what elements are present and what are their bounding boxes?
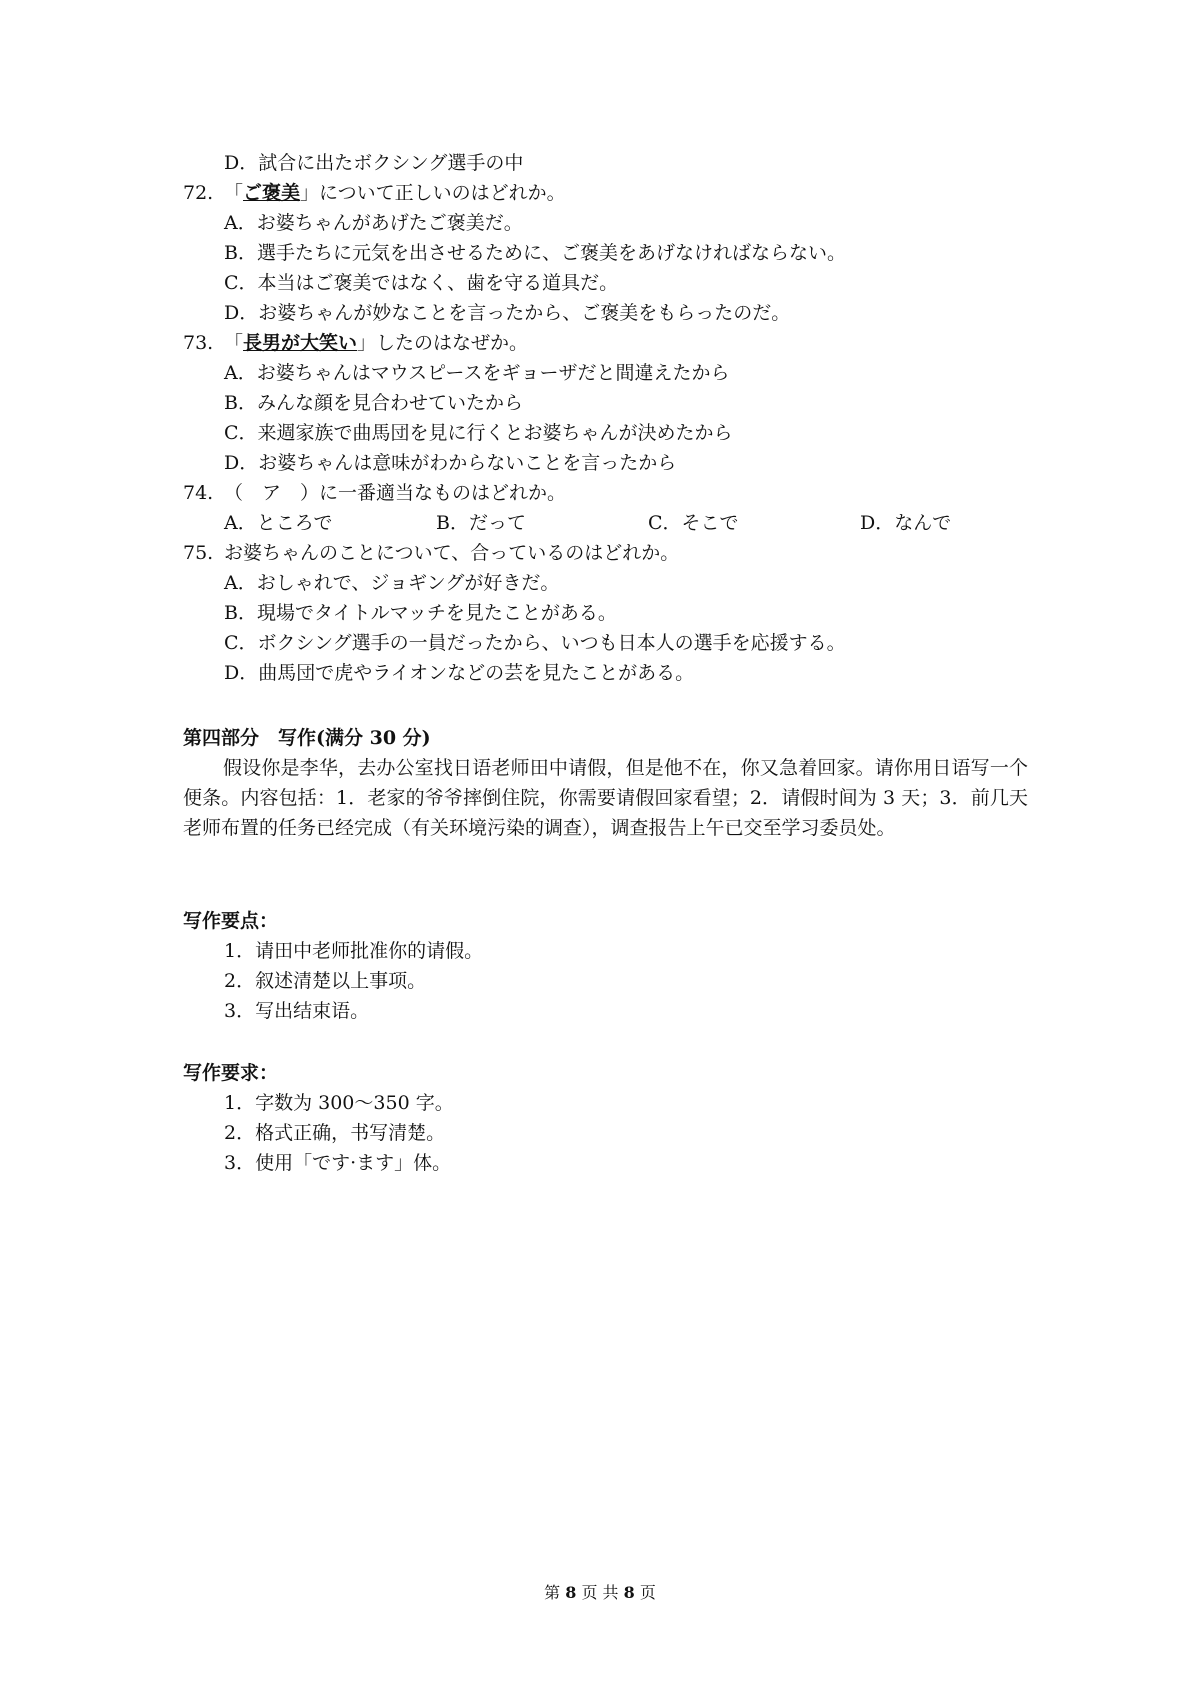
section4-heading: 第四部分 写作(满分 30 分)	[183, 727, 431, 749]
question-text: （ ア ）に一番適当なものはどれか。	[224, 482, 567, 504]
q75-option-a: A．おしゃれで、ジョギングが好きだ。	[224, 572, 560, 594]
requirements-heading: 写作要求：	[183, 1062, 279, 1084]
q71-option-d: D．試合に出たボクシング選手の中	[224, 152, 524, 174]
q74-option-d: D．なんで	[860, 512, 952, 534]
q73-option-c: C．来週家族で曲馬団を見に行くとお婆ちゃんが決めたから	[224, 422, 733, 444]
q74-option-b: B．だって	[436, 512, 526, 534]
question-number: 72.	[183, 182, 214, 204]
requirement-item: 1．字数为 300～350 字。	[224, 1092, 454, 1114]
question-number: 74.	[183, 482, 214, 504]
q72-option-d: D．お婆ちゃんが妙なことを言ったから、ご褒美をもらったのだ。	[224, 302, 791, 324]
question-number: 75.	[183, 542, 214, 564]
keyword: 長男が大笑い	[243, 332, 358, 354]
q75-option-d: D．曲馬団で虎やライオンなどの芸を見たことがある。	[224, 662, 695, 684]
question-number: 73.	[183, 332, 214, 354]
q74-options	[224, 508, 1072, 538]
page-footer: 第 8 页 共 8 页	[544, 1583, 656, 1602]
question-text: お婆ちゃんのことについて、合っているのはどれか。	[224, 542, 680, 564]
q73-option-d: D．お婆ちゃんは意味がわからないことを言ったから	[224, 452, 677, 474]
q72-option-a: A．お婆ちゃんがあげたご褒美だ。	[224, 212, 523, 234]
q73-option-a: A．お婆ちゃんはマウスピースをギョーザだと間違えたから	[224, 362, 730, 384]
q72-option-b: B．選手たちに元気を出させるために、ご褒美をあげなければならない。	[224, 242, 846, 264]
q72-option-c: C．本当はご褒美ではなく、歯を守る道具だ。	[224, 272, 619, 294]
point-item: 3．写出结束语。	[224, 1000, 370, 1022]
q73-option-b: B．みんな顔を見合わせていたから	[224, 392, 523, 414]
point-item: 1．请田中老师批准你的请假。	[224, 940, 484, 962]
question-73: 73. 「長男が大笑い」したのはなぜか。	[183, 328, 528, 358]
q75-option-c: C．ボクシング選手の一員だったから、いつも日本人の選手を応援する。	[224, 632, 846, 654]
question-74	[183, 478, 566, 508]
question-72: 72. 「ご褒美」について正しいのはどれか。	[183, 178, 566, 208]
current-page: 8	[565, 1583, 577, 1602]
q74-option-c: C．そこで	[648, 512, 739, 534]
keyword: ご褒美	[243, 182, 301, 204]
requirement-item: 3．使用「です·ます」体。	[224, 1152, 452, 1174]
writing-prompt: 假设你是李华，去办公室找日语老师田中请假，但是他不在，你又急着回家。请你用日语写一个便条。内容包括：1．老家的爷爷摔倒住院，你需要请假回家看望；2．请假时间为 3 天；3．前几天老师布置的任务已经完成（有关环境污染的调查），调查报告上午已交至学习委员处。	[183, 757, 1028, 839]
requirement-item: 2．格式正确，书写清楚。	[224, 1122, 446, 1144]
q75-option-b: B．現場でタイトルマッチを見たことがある。	[224, 602, 617, 624]
total-pages: 8	[623, 1583, 635, 1602]
question-75	[183, 538, 679, 568]
q74-option-a: A．ところで	[224, 512, 333, 534]
points-heading: 写作要点：	[183, 910, 279, 932]
point-item: 2．叙述清楚以上事项。	[224, 970, 427, 992]
